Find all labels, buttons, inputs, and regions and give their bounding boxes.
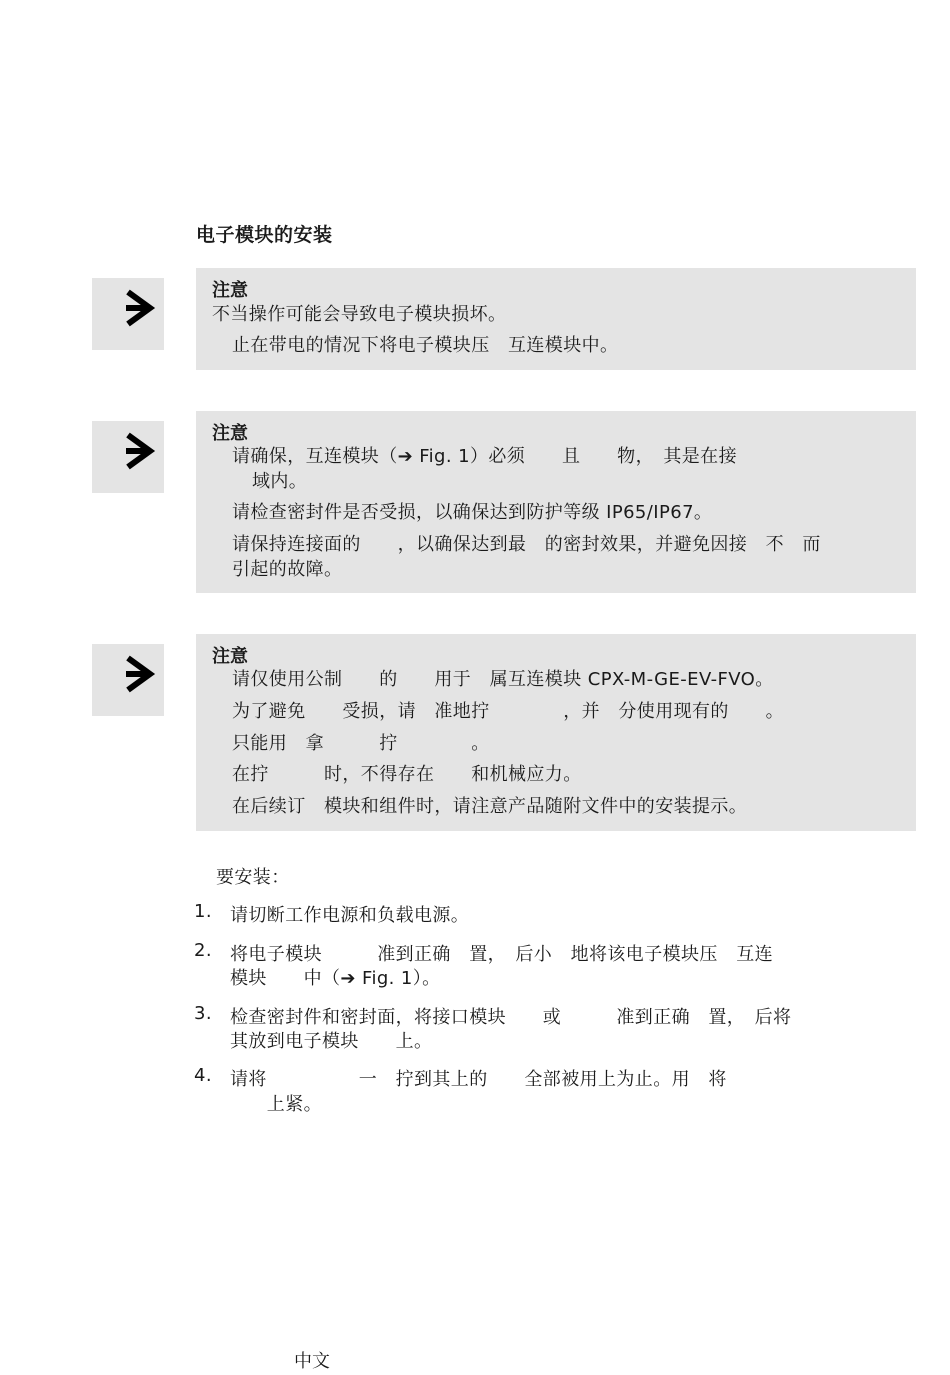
notice-line: 请检查密封件是否受损，以确保达到防护等级 IP65/IP67。 [232,502,713,523]
notice-line: 为了避免 受损，请 准地拧 ，并 分使用现有的 。 [232,701,784,722]
notice-title: 注意 [212,280,248,301]
step-text: 上紧。 [230,1094,322,1115]
notice-line: 域内。 [252,471,308,492]
notice-title: 注意 [212,423,248,444]
step-number: 2. [194,940,212,961]
notice-line: 只能用 拿 拧 。 [232,733,490,754]
arrow-right-icon [92,278,164,350]
step-text: 其放到电子模块 上。 [230,1031,433,1052]
notice-line: 在拧 时，不得存在 和机械应力。 [232,764,582,785]
step-text: 将电子模块 准到正确 置， 后小 地将该电子模块压 互连 [230,944,773,965]
notice-line: 请确保，互连模块（➔ Fig. 1）必须 且 物， 其是在接 [232,446,737,467]
step-text: 检查密封件和密封面，将接口模块 或 准到正确 置， 后将 [230,1007,792,1028]
notice-line: 止在带电的情况下将电子模块压 互连模块中。 [232,335,619,356]
section-title: 电子模块的安装 [196,224,333,246]
step-number: 3. [194,1003,212,1024]
arrow-right-icon [92,421,164,493]
notice-box-1 [196,268,916,370]
notice-box-3 [196,634,916,831]
notice-line: 请仅使用公制 的 用于 属互连模块 CPX-M-GE-EV-FVO。 [232,669,774,690]
step-text: 请将 一 拧到其上的 全部被用上为止。用 将 [230,1069,727,1090]
intro-text: 要安装： [216,867,290,888]
step-text: 请切断工作电源和负载电源。 [230,905,470,926]
step-text: 模块 中（➔ Fig. 1）。 [230,968,441,989]
footer-language: 中文 [294,1351,330,1372]
notice-line: 在后续订 模块和组件时，请注意产品随附文件中的安装提示。 [232,796,748,817]
arrow-right-icon [92,644,164,716]
step-number: 4. [194,1065,212,1086]
notice-line: 不当操作可能会导致电子模块损坏。 [212,304,507,325]
step-number: 1. [194,901,212,922]
notice-line: 引起的故障。 [232,559,343,580]
notice-box-2 [196,411,916,593]
notice-line: 请保持连接面的 ，以确保达到最 的密封效果，并避免因接 不 而 [232,534,821,555]
notice-title: 注意 [212,646,248,667]
